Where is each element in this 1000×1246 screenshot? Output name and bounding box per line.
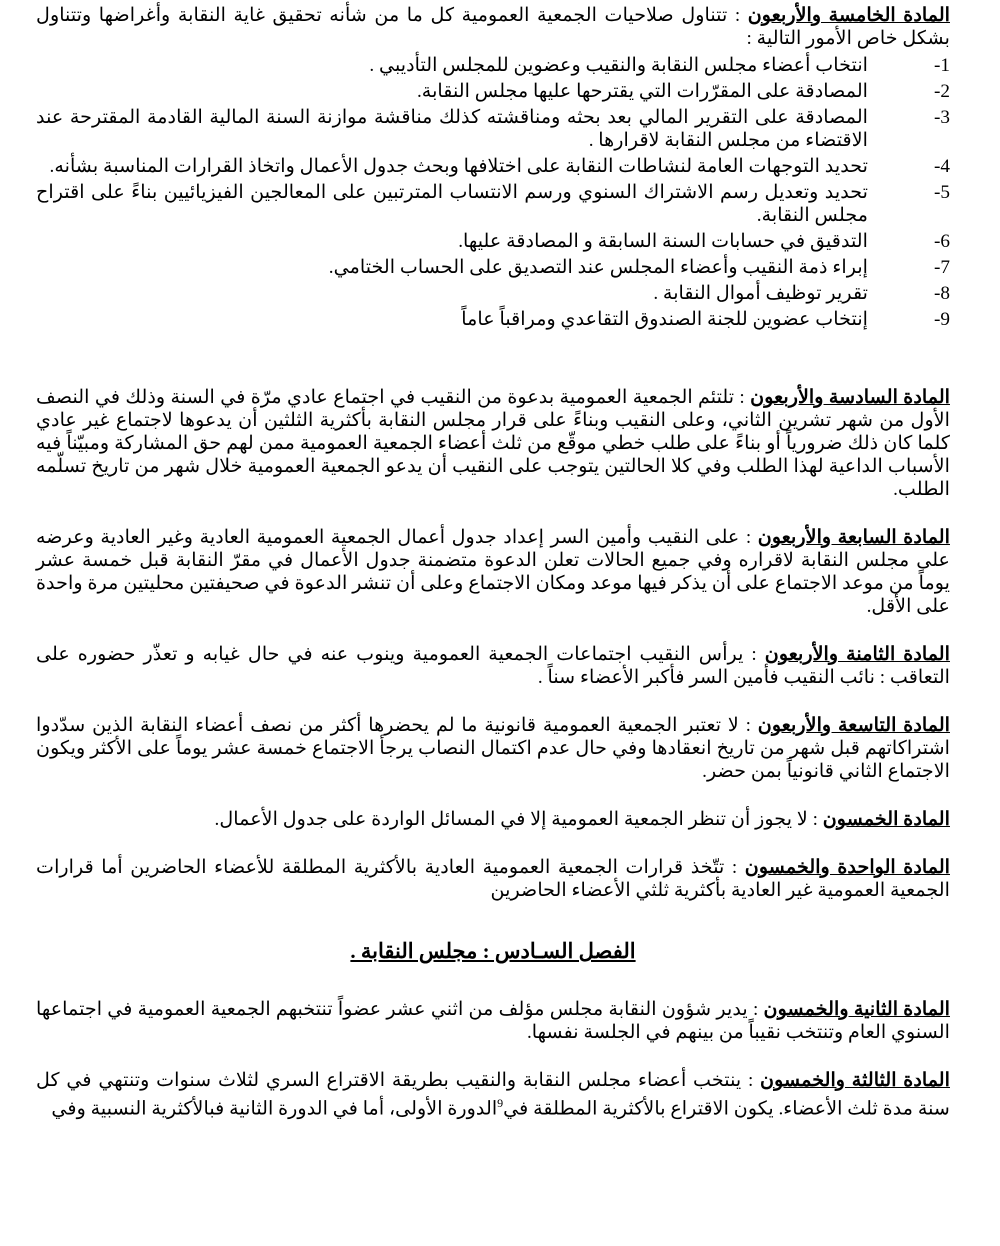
list-item-text: إنتخاب عضوين للجنة الصندوق التقاعدي ومراقباً عاماً	[461, 309, 868, 330]
list-item-number: -9	[934, 309, 950, 330]
article-heading: المادة الخمسون	[822, 809, 950, 830]
article-heading: المادة السادسة والأربعون	[750, 387, 950, 408]
list-item	[36, 282, 950, 305]
article-body: : لا تعتبر الجمعية العمومية قانونية ما لم يحضرها أكثر من نصف أعضاء النقابة الذين سدّدوا اشتراكاتهم قبل شهر من تاريخ انعقادها وفي حال عدم اكتمال النصاب يرجأ الاجتماع خمسة عشر يوماً على الأكثر ويكون الاجتماع الثاني قانونياً بمن حضر.	[36, 715, 950, 782]
article-body: : ينتخب أعضاء مجلس النقابة والنقيب بطريقة الاقتراع السري لثلاث سنوات وتنتهي في كل سنة مدة ثلث الأعضاء. يكون الاقتراع بالأكثرية المطلقة في	[36, 1070, 950, 1120]
list-item-number: -3	[934, 107, 950, 128]
list-item-text: تقرير توظيف أموال النقابة .	[653, 283, 868, 304]
list-item-text: تحديد وتعديل رسم الاشتراك السنوي ورسم الانتساب المترتبين على المعالجين الفيزيائيين بناءً على اقتراح مجلس النقابة.	[36, 182, 868, 226]
list-item-number: -6	[934, 231, 950, 252]
article-heading: المادة الثانية والخمسون	[763, 999, 950, 1020]
article-45	[36, 4, 950, 50]
list-item	[36, 230, 950, 253]
article-body: : على النقيب وأمين السر إعداد جدول أعمال الجمعية العمومية العادية وغير العادية وعرضه على مجلس النقابة لاقراره وفي جميع الحالات تعلن الدعوة متضمنة جدول الأعمال في مقرّ النقابة قبل خمسة عشر يوماً من موعد الاجتماع على أن يذكر فيها موعد ومكان الاجتماع وعلى أن تنشر الدعوة في صحيفتين محليتين مرة واحدة على الأقل.	[36, 527, 950, 617]
list-item-text: التدقيق في حسابات السنة السابقة و المصادقة عليها.	[458, 231, 868, 252]
footnote-marker[interactable]: 9	[497, 1096, 504, 1110]
list-item-text: المصادقة على التقرير المالي بعد بحثه ومناقشته كذلك مناقشة موازنة السنة المالية القادمة المقترحة عند الاقتضاء من مجلس النقابة لاقرارها .	[36, 107, 868, 151]
article-heading: المادة الخامسة والأربعون	[747, 5, 950, 26]
list-item-number: -2	[934, 81, 950, 102]
article-53	[36, 1069, 950, 1120]
article-45-list	[36, 54, 950, 331]
list-item-number: -4	[934, 156, 950, 177]
article-body: : يرأس النقيب اجتماعات الجمعية العمومية وينوب عنه في حال غيابه و تعذّر حضوره على التعاقب : نائب النقيب فأمين السر فأكبر الأعضاء سناً .	[36, 644, 950, 688]
list-item	[36, 80, 950, 103]
list-item-number: -8	[934, 283, 950, 304]
article-heading: المادة التاسعة والأربعون	[757, 715, 950, 736]
list-item-text: انتخاب أعضاء مجلس النقابة والنقيب وعضوين للمجلس التأديبي .	[369, 55, 868, 76]
chapter-title: الفصل السـادس : مجلس النقابة .	[350, 939, 636, 963]
article-48	[36, 643, 950, 689]
article-body: : يدير شؤون النقابة مجلس مؤلف من اثني عشر عضواً تنتخبهم الجمعية العمومية في اجتماعها السنوي العام وتنتخب نقيباً من بينهم في الجلسة نفسها.	[36, 999, 950, 1043]
article-47	[36, 526, 950, 618]
list-item-text: تحديد التوجهات العامة لنشاطات النقابة على اختلافها وبحث جدول الأعمال واتخاذ القرارات المناسبة بشأنه.	[49, 156, 868, 177]
list-item	[36, 256, 950, 279]
list-item-number: -5	[934, 182, 950, 203]
list-item	[36, 181, 950, 227]
article-49	[36, 714, 950, 783]
article-body: : تتناول صلاحيات الجمعية العمومية كل ما من شأنه تحقيق غاية النقابة وأغراضها وتتناول بشكل خاص الأمور التالية :	[36, 5, 950, 49]
article-52	[36, 998, 950, 1044]
list-item-number: -7	[934, 257, 950, 278]
list-item-text: المصادقة على المقرّرات التي يقترحها عليها مجلس النقابة.	[417, 81, 868, 102]
article-body: : تلتئم الجمعية العمومية بدعوة من النقيب في اجتماع عادي مرّة في السنة وذلك في النصف الأول من شهر تشرين الثاني، وعلى النقيب وبناءً على قرار مجلس النقابة بأكثرية الثلثين أن يدعوها لاجتماع غير عادي كلما كان ذلك ضرورياً أو بناءً على طلب خطي موقّع من ثلث أعضاء الجمعية العمومية ممن لهم حق المشاركة ومبيّناً فيه الأسباب الداعية لهذا الطلب وفي كلا الحالتين يتوجب على النقيب أن يدعو الجمعية العمومية خلال شهر من تاريخ تسلّمه الطلب.	[36, 387, 950, 500]
article-heading: المادة الواحدة والخمسون	[744, 857, 950, 878]
list-item	[36, 54, 950, 77]
article-body: : تتّخذ قرارات الجمعية العمومية العادية بالأكثرية المطلقة للأعضاء الحاضرين أما قرارات الجمعية العمومية غير العادية بأكثرية ثلثي الأعضاء الحاضرين	[36, 857, 950, 901]
list-item-number: -1	[934, 55, 950, 76]
article-51	[36, 856, 950, 902]
article-body: : لا يجوز أن تنظر الجمعية العمومية إلا في المسائل الواردة على جدول الأعمال.	[214, 809, 823, 830]
list-item	[36, 155, 950, 178]
list-item-text: إبراء ذمة النقيب وأعضاء المجلس عند التصديق على الحساب الختامي.	[328, 257, 868, 278]
article-body-continued: الدورة الأولى، أما في الدورة الثانية فبالأكثرية النسبية وفي	[51, 1098, 498, 1120]
list-item	[36, 106, 950, 152]
article-50	[36, 808, 950, 831]
article-heading: المادة الثامنة والأربعون	[764, 644, 950, 665]
article-heading: المادة الثالثة والخمسون	[760, 1070, 950, 1091]
article-46	[36, 386, 950, 501]
list-item	[36, 308, 950, 331]
article-heading: المادة السابعة والأربعون	[757, 527, 950, 548]
